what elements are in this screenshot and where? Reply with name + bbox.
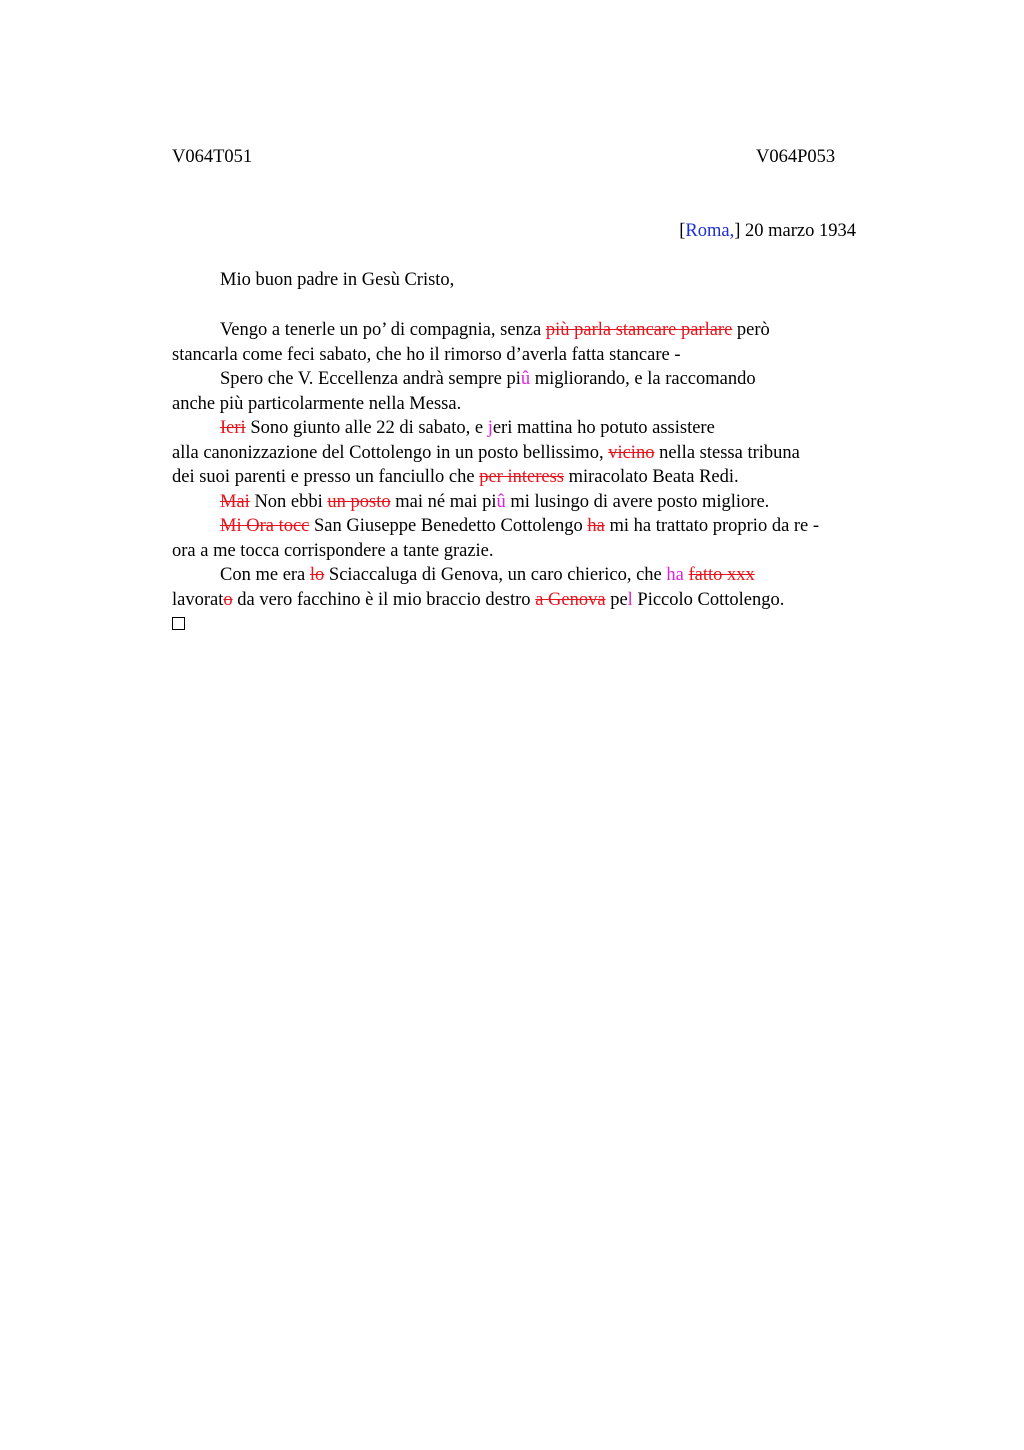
inserted-text: j — [487, 418, 493, 438]
letter-line — [172, 588, 912, 613]
dateline-place: Roma, — [685, 221, 735, 241]
inserted-text: ha — [666, 565, 684, 585]
line-text: lavorat — [172, 589, 224, 610]
header-right-code: V064P053 — [756, 147, 836, 167]
square-outline-icon — [172, 617, 185, 630]
line-text: alla canonizzazione del Cottolengo in un posto bellissimo, — [172, 442, 609, 463]
deleted-text: lo — [309, 565, 325, 585]
line-text: migliorando, e la raccomando — [530, 369, 756, 389]
deleted-text: un posto — [327, 491, 391, 512]
letter-line — [172, 416, 912, 441]
letter-line — [172, 563, 912, 588]
line-text: da vero facchino è il mio braccio destro — [232, 589, 536, 610]
line-text: stancarla come feci sabato, che ho il rimorso d’averla fatta stancare - — [172, 344, 681, 365]
line-text: pe — [605, 589, 628, 610]
letter-line — [172, 514, 912, 539]
deleted-text: Mai — [220, 491, 250, 512]
line-text: Sono giunto alle 22 di sabato, e — [245, 418, 488, 438]
line-text: anche più particolarmente nella Messa. — [172, 393, 462, 414]
deleted-text: ha — [587, 516, 605, 536]
deleted-text: vicino — [608, 442, 655, 463]
letter-line — [172, 539, 912, 564]
deleted-text: per interess — [479, 467, 564, 487]
line-text: San Giuseppe Benedetto Cottolengo — [309, 516, 588, 536]
letter-line — [172, 441, 912, 466]
line-text: però — [732, 320, 770, 340]
line-text: Sciaccaluga di Genova, un caro chierico, che — [324, 565, 667, 585]
dateline — [679, 221, 856, 242]
end-marker-line — [172, 612, 912, 637]
line-text: ora a me tocca corrispondere a tante grazie. — [172, 540, 494, 561]
line-text: Vengo a tenerle un po’ di compagnia, senza — [220, 320, 546, 340]
line-text: Spero che V. Eccellenza andrà sempre pi — [220, 369, 521, 389]
inserted-text: û — [496, 491, 506, 512]
line-text: Con me era — [220, 565, 310, 585]
letter-line — [172, 465, 912, 490]
line-text: nella stessa tribuna — [654, 442, 800, 463]
line-text: Piccolo Cottolengo. — [632, 589, 785, 610]
letter-lines — [172, 318, 912, 612]
line-text: Non ebbi — [249, 491, 328, 512]
deleted-text: a Genova — [535, 589, 606, 610]
letter-line — [172, 392, 912, 417]
dateline-close-bracket: ] — [734, 221, 741, 241]
letter-line — [172, 490, 912, 515]
salutation: Mio buon padre in Gesù Cristo, — [220, 270, 455, 290]
line-text: miracolato Beata Redi. — [563, 467, 739, 487]
line-text: mi ha trattato proprio da re - — [604, 516, 820, 536]
deleted-text: più parla stancare parlare — [545, 320, 733, 340]
dateline-date: 20 marzo 1934 — [740, 221, 856, 241]
line-text: mi lusingo di avere posto migliore. — [505, 491, 770, 512]
line-text: mai né mai pi — [390, 491, 497, 512]
inserted-text: û — [520, 369, 531, 389]
letter-line — [172, 318, 912, 343]
inserted-text: l — [627, 589, 633, 610]
deleted-text: fatto xxx — [688, 565, 755, 585]
line-text: eri mattina ho potuto assistere — [492, 418, 715, 438]
letter-body — [172, 318, 912, 637]
dateline-open-bracket: [ — [679, 221, 686, 241]
header-left-code: V064T051 — [172, 147, 253, 167]
deleted-text: o — [223, 589, 233, 610]
deleted-text: Ieri — [220, 418, 246, 438]
letter-line — [172, 343, 912, 368]
deleted-text: Mi Ora tocc — [220, 516, 310, 536]
letter-line — [172, 367, 912, 392]
line-text: dei suoi parenti e presso un fanciullo che — [172, 467, 480, 487]
